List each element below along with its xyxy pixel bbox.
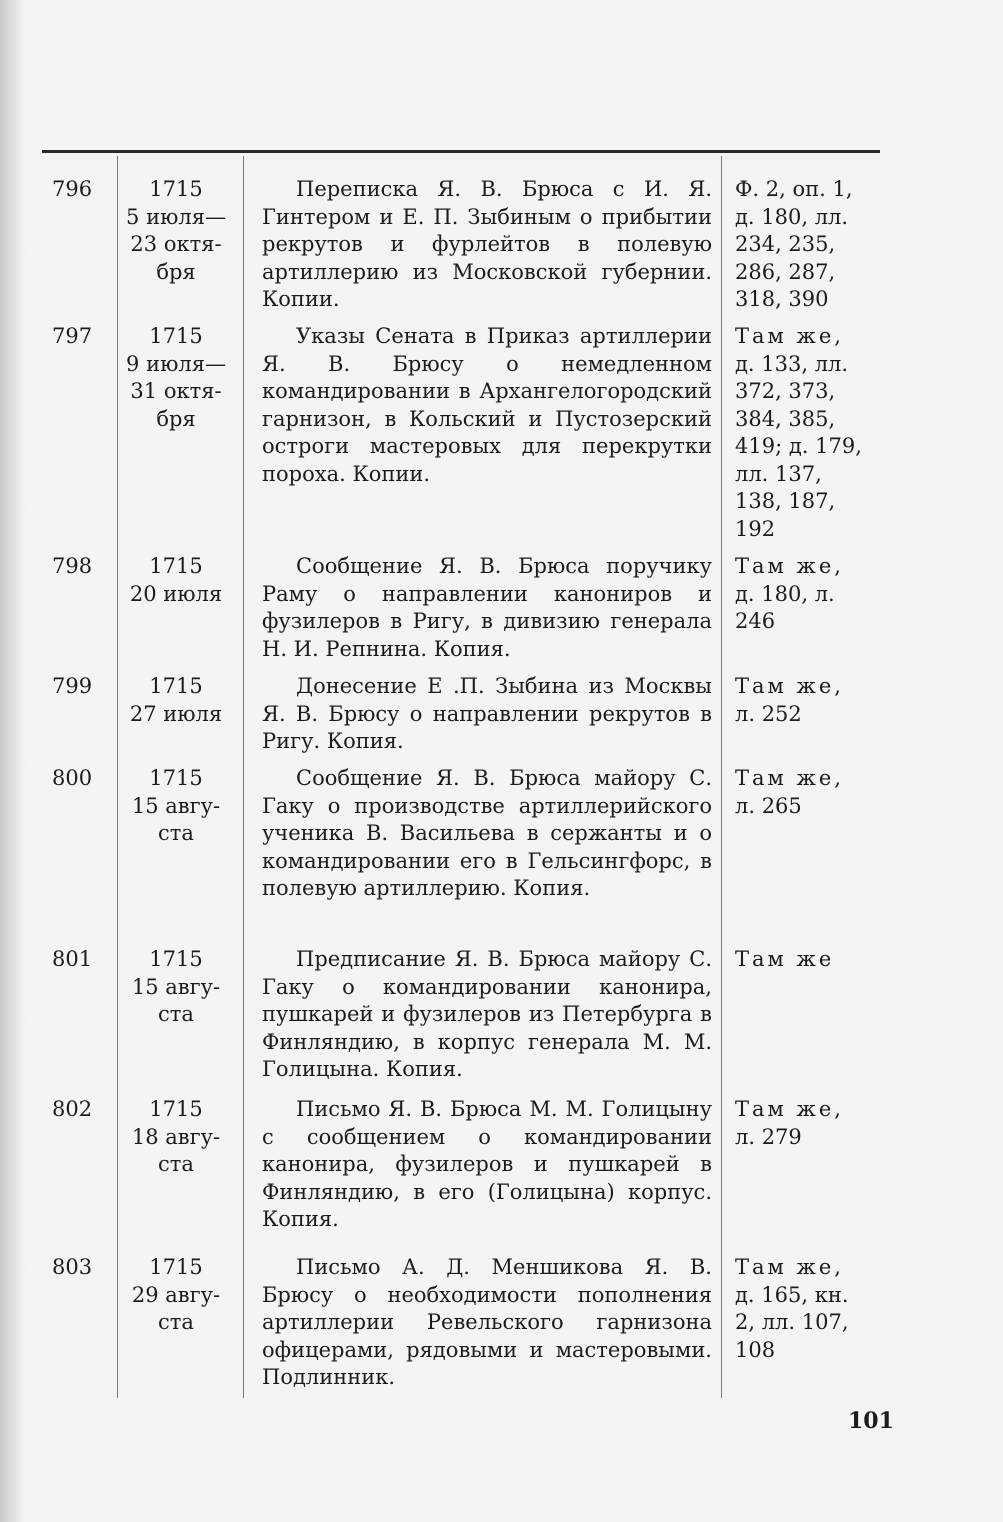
column-divider-3: [721, 156, 722, 1398]
entry-date: [112, 1096, 240, 1179]
date-line: ста: [158, 1152, 194, 1176]
date-line: 9 июля—: [126, 351, 226, 376]
entry-description: Письмо А. Д. Меншикова Я. В. Брюсу о необходимости пополнения артиллерии Ревельского гарнизона офицерами, рядовыми и мастеровыми. Подлинник.: [262, 1255, 712, 1389]
ref-line: Там же,: [735, 674, 844, 698]
date-line: 1715: [149, 1255, 203, 1279]
date-line: 29 авгу-: [131, 1282, 221, 1307]
entry-archive-reference: [735, 765, 885, 820]
entry-number: 799: [52, 674, 93, 698]
date-line: 18 авгу-: [131, 1124, 221, 1149]
ref-line: л. 279: [735, 1124, 802, 1149]
date-line: бря: [156, 406, 196, 431]
ref-line: 419; д. 179,: [735, 434, 862, 458]
entry-number: 802: [52, 1097, 93, 1121]
entry-description: Донесение Е .П. Зыбина из Москвы Я. В. Брюсу о направлении рекрутов в Ригу. Копия.: [262, 674, 712, 753]
page-number: 101: [848, 1408, 894, 1434]
date-line: 15 авгу-: [131, 793, 221, 818]
ref-line: Там же,: [735, 766, 844, 790]
column-divider-2: [243, 156, 244, 1398]
date-line: ста: [158, 1310, 194, 1334]
entry-description: Письмо Я. В. Брюса М. М. Голицыну с сообщением о командировании канонира, фузилеров и пушкарей в Финляндию, в его (Голицына) корпус. Копия.: [262, 1097, 712, 1231]
entry-archive-reference: [735, 946, 885, 974]
date-line: ста: [158, 1002, 194, 1026]
ref-line: Там же,: [735, 1255, 844, 1279]
entry-date: [112, 765, 240, 848]
ref-line: л. 265: [735, 793, 802, 818]
date-line: 1715: [149, 766, 203, 790]
ref-line: Там же,: [735, 324, 844, 348]
date-line: 31 октя-: [130, 379, 222, 403]
ref-line: 192: [735, 516, 776, 541]
ref-line: 234, 235,: [735, 232, 836, 256]
ref-line: 108: [735, 1337, 776, 1362]
entry-date: [112, 323, 240, 433]
entry-archive-reference: [735, 1096, 885, 1151]
date-line: 1715: [149, 554, 203, 578]
date-line: 1715: [149, 324, 203, 348]
ref-line: д. 133, лл.: [735, 351, 849, 376]
ref-line: Там же,: [735, 554, 844, 578]
entry-description: Сообщение Я. В. Брюса поручику Раму о направлении канониров и фузилеров в Ригу, в дивизию генерала Н. И. Репнина. Копия.: [262, 554, 712, 661]
ref-line: д. 180, л.: [735, 581, 835, 606]
date-line: 1715: [149, 674, 203, 698]
entry-archive-reference: [735, 553, 885, 636]
entry-date: [112, 176, 240, 286]
date-line: 23 октя-: [130, 232, 222, 256]
ref-line: 384, 385,: [735, 406, 836, 431]
entry-number: 798: [52, 554, 93, 578]
scan-edge-shadow: [0, 0, 26, 1522]
ref-line: л. 252: [735, 701, 802, 726]
ref-line: Там же,: [735, 1097, 844, 1121]
date-line: 1715: [149, 1097, 203, 1121]
entry-number: 803: [52, 1255, 93, 1279]
entry-number: 801: [52, 947, 93, 971]
entry-date: [112, 1254, 240, 1337]
entry-description: Предписание Я. В. Брюса майору С. Гаку о командировании канонира, пушкарей и фузилеров из Петербурга в Финляндию, в корпус генерала М. М. Голицына. Копия.: [262, 947, 712, 1081]
entry-archive-reference: [735, 176, 885, 314]
date-line: 5 июля—: [126, 204, 226, 229]
entry-description: Переписка Я. В. Брюса с И. Я. Гинтером и Е. П. Зыбиным о прибытии рекрутов и фурлейтов в полевую артиллерию из Московской губернии. Копии.: [262, 177, 712, 311]
date-line: бря: [156, 259, 196, 284]
date-line: 1715: [149, 177, 203, 201]
date-line: 15 авгу-: [131, 974, 221, 999]
ref-line: 318, 390: [735, 287, 829, 311]
entry-archive-reference: [735, 1254, 885, 1364]
date-line: 27 июля: [129, 701, 223, 726]
entry-number: 800: [52, 766, 93, 790]
date-line: 1715: [149, 947, 203, 971]
ref-line: 286, 287,: [735, 259, 836, 284]
entry-date: [112, 673, 240, 728]
ref-line: 138, 187,: [735, 489, 836, 513]
entry-archive-reference: [735, 673, 885, 728]
date-line: ста: [158, 821, 194, 845]
entry-archive-reference: [735, 323, 885, 543]
date-line: 20 июля: [129, 581, 223, 606]
ref-line: д. 180, лл.: [735, 204, 849, 229]
ref-line: Ф. 2, оп. 1,: [735, 177, 853, 201]
ref-line: 2, лл. 107,: [735, 1310, 849, 1334]
entry-date: [112, 946, 240, 1029]
ref-line: 372, 373,: [735, 379, 836, 403]
table-top-rule: [42, 150, 880, 153]
entry-number: 797: [52, 324, 93, 348]
entry-number: 796: [52, 177, 93, 201]
entry-description: Сообщение Я. В. Брюса майору С. Гаку о производстве артиллерийского ученика В. Васильева в сержанты и о командировании его в Гельсингфорс, в полевую артиллерию. Копия.: [262, 766, 712, 900]
ref-line: 246: [735, 609, 776, 633]
ref-line: Там же: [735, 947, 835, 971]
entry-description: Указы Сената в Приказ артиллерии Я. В. Брюсу о немедленном командировании в Архангелогородский гарнизон, в Кольский и Пустозерский остроги мастеровых для перекрутки пороха. Копии.: [262, 324, 712, 486]
entry-date: [112, 553, 240, 608]
ref-line: лл. 137,: [735, 461, 822, 486]
ref-line: д. 165, кн.: [735, 1282, 849, 1307]
